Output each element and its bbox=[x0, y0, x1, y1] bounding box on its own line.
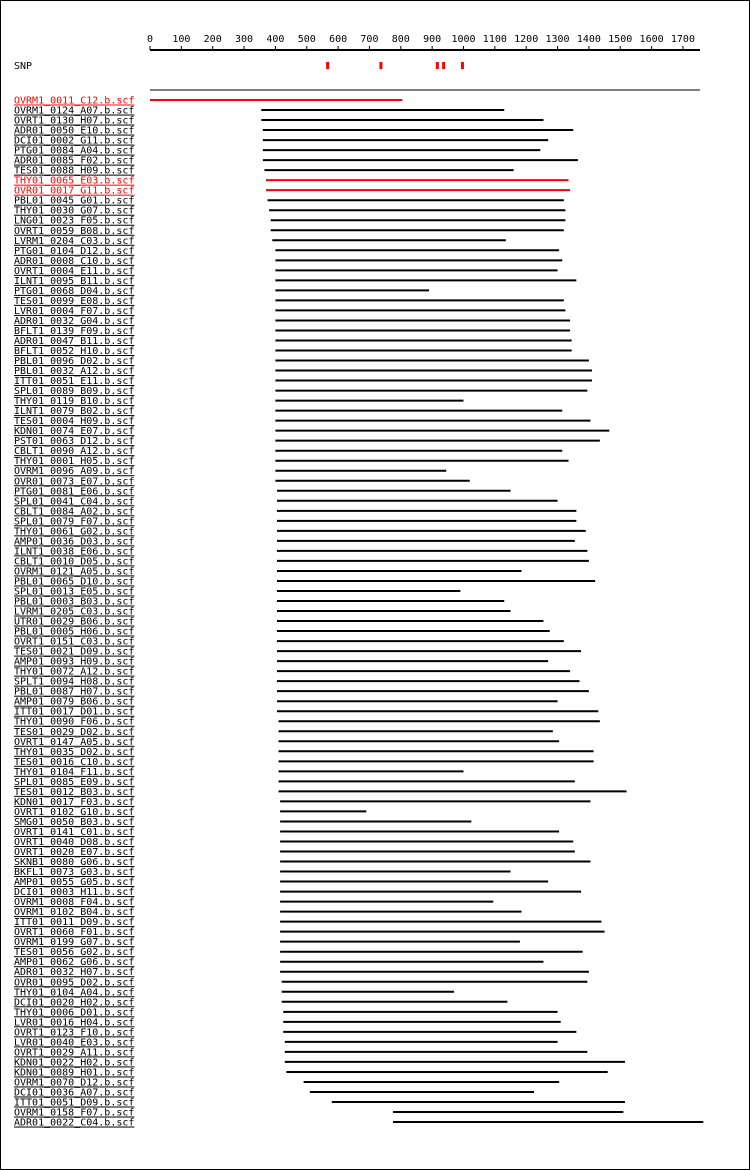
read-label: TES01_0012_B03.b.scf bbox=[14, 786, 135, 798]
read-label: OVRT1_0141_C01.b.scf bbox=[14, 826, 135, 838]
read-label: OVRT1_0151_C03.b.scf bbox=[14, 636, 135, 648]
read-label: OVRT1_0060_F01.b.scf bbox=[14, 927, 135, 939]
snp-marker bbox=[379, 62, 382, 69]
read-label: THY01_0006_D01.b.scf bbox=[14, 1007, 135, 1019]
axis-tick-label: 700 bbox=[360, 34, 379, 45]
read-label: KDN01_0017_F03.b.scf bbox=[14, 796, 135, 808]
axis-tick-label: 1700 bbox=[670, 34, 695, 45]
read-label: PBL01_0045_G01.b.scf bbox=[14, 195, 135, 207]
read-label: TES01_0099_E08.b.scf bbox=[14, 295, 135, 307]
read-label: OVRM1_0158_F07.b.scf bbox=[14, 1107, 135, 1119]
read-label: OVRT1_0130_H07.b.scf bbox=[14, 115, 135, 127]
read-label: LVRM1_0204_C03.b.scf bbox=[14, 235, 135, 247]
read-label: SPL01_0085_E09.b.scf bbox=[14, 776, 135, 788]
read-label: OVRM1_0199_G07.b.scf bbox=[14, 937, 135, 949]
read-label: OVRM1_0008_F04.b.scf bbox=[14, 897, 135, 909]
axis-tick-label: 300 bbox=[235, 34, 254, 45]
read-label: DCI01_0002_G11.b.scf bbox=[14, 135, 135, 147]
read-label: THY01_0065_E03.b.scf bbox=[14, 175, 135, 187]
read-label: OVR01_0095_D02.b.scf bbox=[14, 977, 135, 989]
snp-marker bbox=[461, 62, 464, 69]
axis-tick-label: 600 bbox=[329, 34, 348, 45]
read-label: OVRT1_0020_E07.b.scf bbox=[14, 847, 135, 858]
read-label: TES01_0056_G02.b.scf bbox=[14, 947, 135, 959]
read-label: OVRT1_0147_A05.b.scf bbox=[14, 736, 135, 748]
read-label: OVRT1_0059_B08.b.scf bbox=[14, 225, 135, 237]
axis-tick-label: 100 bbox=[172, 34, 191, 45]
snp-marker bbox=[436, 62, 439, 69]
read-label: OVRM1_0096_A09.b.scf bbox=[14, 466, 135, 478]
read-label: THY01_0061_G02.b.scf bbox=[14, 526, 135, 538]
read-label: TES01_0004_H09.b.scf bbox=[14, 416, 135, 428]
read-label: THY01_0104_A04.b.scf bbox=[14, 987, 135, 999]
axis-tick-label: 1100 bbox=[482, 34, 507, 45]
read-label: AMP01_0093_H09.b.scf bbox=[14, 656, 135, 668]
read-label: OVRM1_0124_A07.b.scf bbox=[14, 105, 135, 117]
read-label: LVR01_0040_E03.b.scf bbox=[14, 1037, 135, 1049]
read-label: SPL01_0041_C04.b.scf bbox=[14, 496, 135, 508]
read-label: AMP01_0062_G06.b.scf bbox=[14, 957, 135, 969]
read-label: THY01_0090_F06.b.scf bbox=[14, 716, 135, 728]
read-label: ITT01_0051_E11.b.scf bbox=[14, 376, 135, 388]
snp-track-label: SNP bbox=[14, 61, 33, 72]
read-label: OVRM1_0070_D12.b.scf bbox=[14, 1077, 135, 1089]
read-label: PBL01_0096_D02.b.scf bbox=[14, 356, 135, 368]
read-label: LVR01_0016_H04.b.scf bbox=[14, 1017, 135, 1029]
read-label: BFLT1_0052_H10.b.scf bbox=[14, 346, 135, 357]
read-label: PBL01_0005_H06.b.scf bbox=[14, 626, 135, 638]
read-label: UTR01_0029_B06.b.scf bbox=[14, 616, 135, 628]
axis-tick-label: 1300 bbox=[545, 34, 570, 45]
read-label: LVR01_0004_F07.b.scf bbox=[14, 305, 135, 317]
read-label: ADR01_0032_G04.b.scf bbox=[14, 315, 135, 327]
read-label: LVRM1_0205_C03.b.scf bbox=[14, 606, 135, 618]
axis-tick-label: 1600 bbox=[639, 34, 664, 45]
axis-tick-label: 200 bbox=[203, 34, 222, 45]
axis-tick-label: 1500 bbox=[608, 34, 633, 45]
read-label: ADR01_0047_B11.b.scf bbox=[14, 335, 135, 347]
read-label: AMP01_0036_D03.b.scf bbox=[14, 536, 135, 548]
read-label: PBL01_0003_B03.b.scf bbox=[14, 596, 135, 608]
read-label: SMG01_0050_B03.b.scf bbox=[14, 816, 135, 828]
axis-tick-label: 900 bbox=[423, 34, 442, 45]
read-label: PTG01_0068_D04.b.scf bbox=[14, 285, 135, 297]
read-label: PBL01_0032_A12.b.scf bbox=[14, 366, 135, 378]
read-label: TES01_0021_D09.b.scf bbox=[14, 646, 135, 658]
axis-tick-label: 400 bbox=[266, 34, 285, 45]
read-label: THY01_0104_F11.b.scf bbox=[14, 766, 135, 778]
read-label: TES01_0029_D02.b.scf bbox=[14, 726, 135, 738]
axis-tick-label: 0 bbox=[146, 34, 154, 45]
axis-tick-label: 1400 bbox=[576, 34, 601, 45]
read-label: TES01_0088_H09.b.scf bbox=[14, 165, 135, 177]
read-label: BKFL1_0073_G03.b.scf bbox=[14, 867, 135, 879]
read-label: DCI01_0036_A07.b.scf bbox=[14, 1087, 135, 1099]
snp-marker bbox=[326, 62, 329, 69]
read-label: THY01_0030_G07.b.scf bbox=[14, 205, 135, 217]
read-label: ILNT1_0038_E06.b.scf bbox=[14, 546, 135, 558]
read-label: CBLT1_0010_D05.b.scf bbox=[14, 556, 135, 568]
read-label: PTG01_0084_A04.b.scf bbox=[14, 145, 135, 157]
read-label: PST01_0063_D12.b.scf bbox=[14, 436, 135, 448]
read-label: PTG01_0104_D12.b.scf bbox=[14, 245, 135, 257]
read-label: SPL01_0013_E05.b.scf bbox=[14, 586, 135, 598]
read-label: OVR01_0017_G11.b.scf bbox=[14, 185, 135, 197]
read-label: SPLT1_0094_H08.b.scf bbox=[14, 676, 135, 688]
read-label: DCI01_0003_H11.b.scf bbox=[14, 887, 135, 899]
read-label: OVRT1_0004_E11.b.scf bbox=[14, 265, 135, 277]
read-label: THY01_0001_H05.b.scf bbox=[14, 456, 135, 468]
axis-tick-label: 1000 bbox=[451, 34, 476, 45]
read-label: THY01_0072_A12.b.scf bbox=[14, 666, 135, 678]
read-label: OVRT1_0123_F10.b.scf bbox=[14, 1027, 135, 1039]
read-label: OVRM1_0121_A05.b.scf bbox=[14, 566, 135, 578]
read-label: ITT01_0051_D09.b.scf bbox=[14, 1097, 135, 1109]
read-label: CBLT1_0084_A02.b.scf bbox=[14, 506, 135, 518]
read-label: OVRT1_0040_D08.b.scf bbox=[14, 836, 135, 848]
read-label: AMP01_0079_B06.b.scf bbox=[14, 696, 135, 708]
read-label: KDN01_0022_H02.b.scf bbox=[14, 1057, 135, 1069]
read-label: OVRT1_0029_A11.b.scf bbox=[14, 1047, 135, 1059]
read-label: OVRM1_0011_C12.b.scf bbox=[14, 95, 135, 107]
read-label: AMP01_0055_G05.b.scf bbox=[14, 877, 135, 889]
read-label: KDN01_0074_E07.b.scf bbox=[14, 426, 135, 438]
read-label: PBL01_0087_H07.b.scf bbox=[14, 686, 135, 698]
read-label: BFLT1_0139_F09.b.scf bbox=[14, 325, 135, 337]
read-label: PTG01_0081_E06.b.scf bbox=[14, 486, 135, 498]
read-label: TES01_0016_C10.b.scf bbox=[14, 756, 135, 768]
read-label: ILNT1_0095_B11.b.scf bbox=[14, 275, 135, 287]
read-label: ITT01_0017_D01.b.scf bbox=[14, 706, 135, 718]
read-label: OVRT1_0102_G10.b.scf bbox=[14, 806, 135, 818]
read-label: PBL01_0065_D10.b.scf bbox=[14, 576, 135, 588]
read-label: OVRM1_0102_B04.b.scf bbox=[14, 907, 135, 919]
read-label: ADR01_0032_H07.b.scf bbox=[14, 967, 135, 979]
read-label: KDN01_0089_H01.b.scf bbox=[14, 1067, 135, 1079]
read-label: CBLT1_0090_A12.b.scf bbox=[14, 446, 135, 458]
read-label: LNG01_0023_F05.b.scf bbox=[14, 215, 135, 227]
read-label: SPL01_0079_F07.b.scf bbox=[14, 516, 135, 528]
read-label: OVR01_0073_E07.b.scf bbox=[14, 476, 135, 488]
read-label: THY01_0119_B10.b.scf bbox=[14, 396, 135, 408]
read-label: ITT01_0011_D09.b.scf bbox=[14, 917, 135, 929]
axis-tick-label: 1200 bbox=[514, 34, 539, 45]
axis-tick-label: 500 bbox=[297, 34, 316, 45]
snp-marker bbox=[442, 62, 445, 69]
read-label: SKNB1_0080_G06.b.scf bbox=[14, 857, 135, 869]
axis-tick-label: 800 bbox=[391, 34, 410, 45]
read-label: SPL01_0089_B09.b.scf bbox=[14, 386, 135, 398]
read-label: ADR01_0050_E10.b.scf bbox=[14, 125, 135, 137]
read-label: ILNT1_0079_B02.b.scf bbox=[14, 406, 135, 418]
read-label: ADR01_0085_F02.b.scf bbox=[14, 155, 135, 167]
read-label: DCI01_0020_H02.b.scf bbox=[14, 997, 135, 1009]
read-label: ADR01_0008_C10.b.scf bbox=[14, 255, 135, 267]
read-label: ADR01_0022_C04.b.scf bbox=[14, 1117, 135, 1129]
read-label: THY01_0035_D02.b.scf bbox=[14, 746, 135, 758]
